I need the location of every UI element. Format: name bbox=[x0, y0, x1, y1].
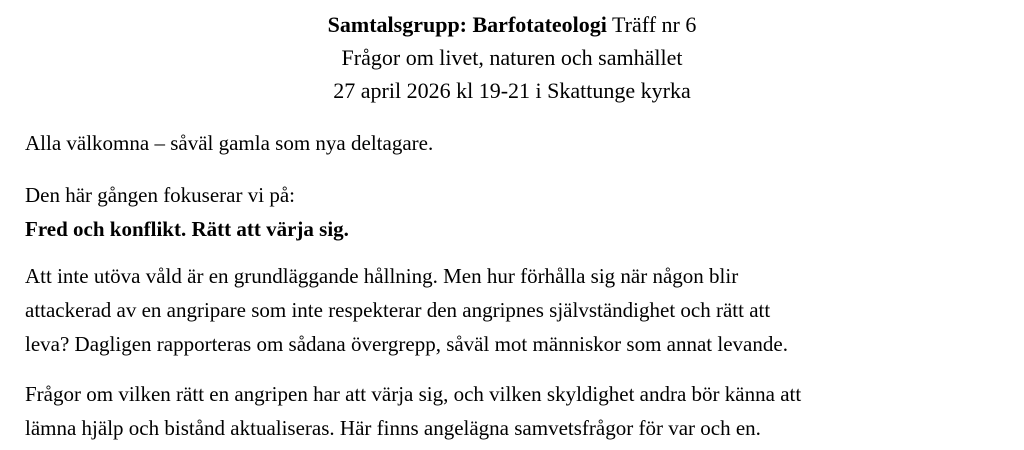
body-paragraph-1 bbox=[25, 259, 1015, 361]
header-subtitle: Frågor om livet, naturen och samhället bbox=[341, 45, 683, 70]
paragraph-line: lämna hjälp och bistånd aktualiseras. Här finns angelägna samvetsfrågor för var och en. bbox=[25, 416, 761, 440]
focus-topic: Fred och konflikt. Rätt att värja sig. bbox=[25, 217, 349, 241]
paragraph-line: leva? Dagligen rapporteras om sådana övergrepp, såväl mot människor som annat levande. bbox=[25, 332, 788, 356]
header-title-line bbox=[0, 8, 1024, 41]
body-paragraph-2 bbox=[25, 377, 1015, 445]
focus-intro: Den här gången fokuserar vi på: bbox=[25, 183, 295, 207]
welcome-text: Alla välkomna – såväl gamla som nya deltagare. bbox=[25, 131, 434, 155]
paragraph-line: Frågor om vilken rätt en angripen har att värja sig, och vilken skyldighet andra bör känna att bbox=[25, 382, 802, 406]
header-title-bold: Samtalsgrupp: Barfotateologi bbox=[327, 12, 607, 37]
focus-paragraph bbox=[25, 178, 1015, 246]
header-date-place: 27 april 2026 kl 19-21 i Skattunge kyrka bbox=[333, 78, 691, 103]
document-header bbox=[0, 8, 1024, 107]
paragraph-line: Att inte utöva våld är en grundläggande hållning. Men hur förhålla sig när någon blir bbox=[25, 264, 739, 288]
welcome-paragraph bbox=[25, 126, 1015, 160]
header-title-rest: Träff nr 6 bbox=[606, 12, 697, 37]
paragraph-line: attackerad av en angripare som inte respekterar den angripnes självständighet och rätt att bbox=[25, 298, 771, 322]
